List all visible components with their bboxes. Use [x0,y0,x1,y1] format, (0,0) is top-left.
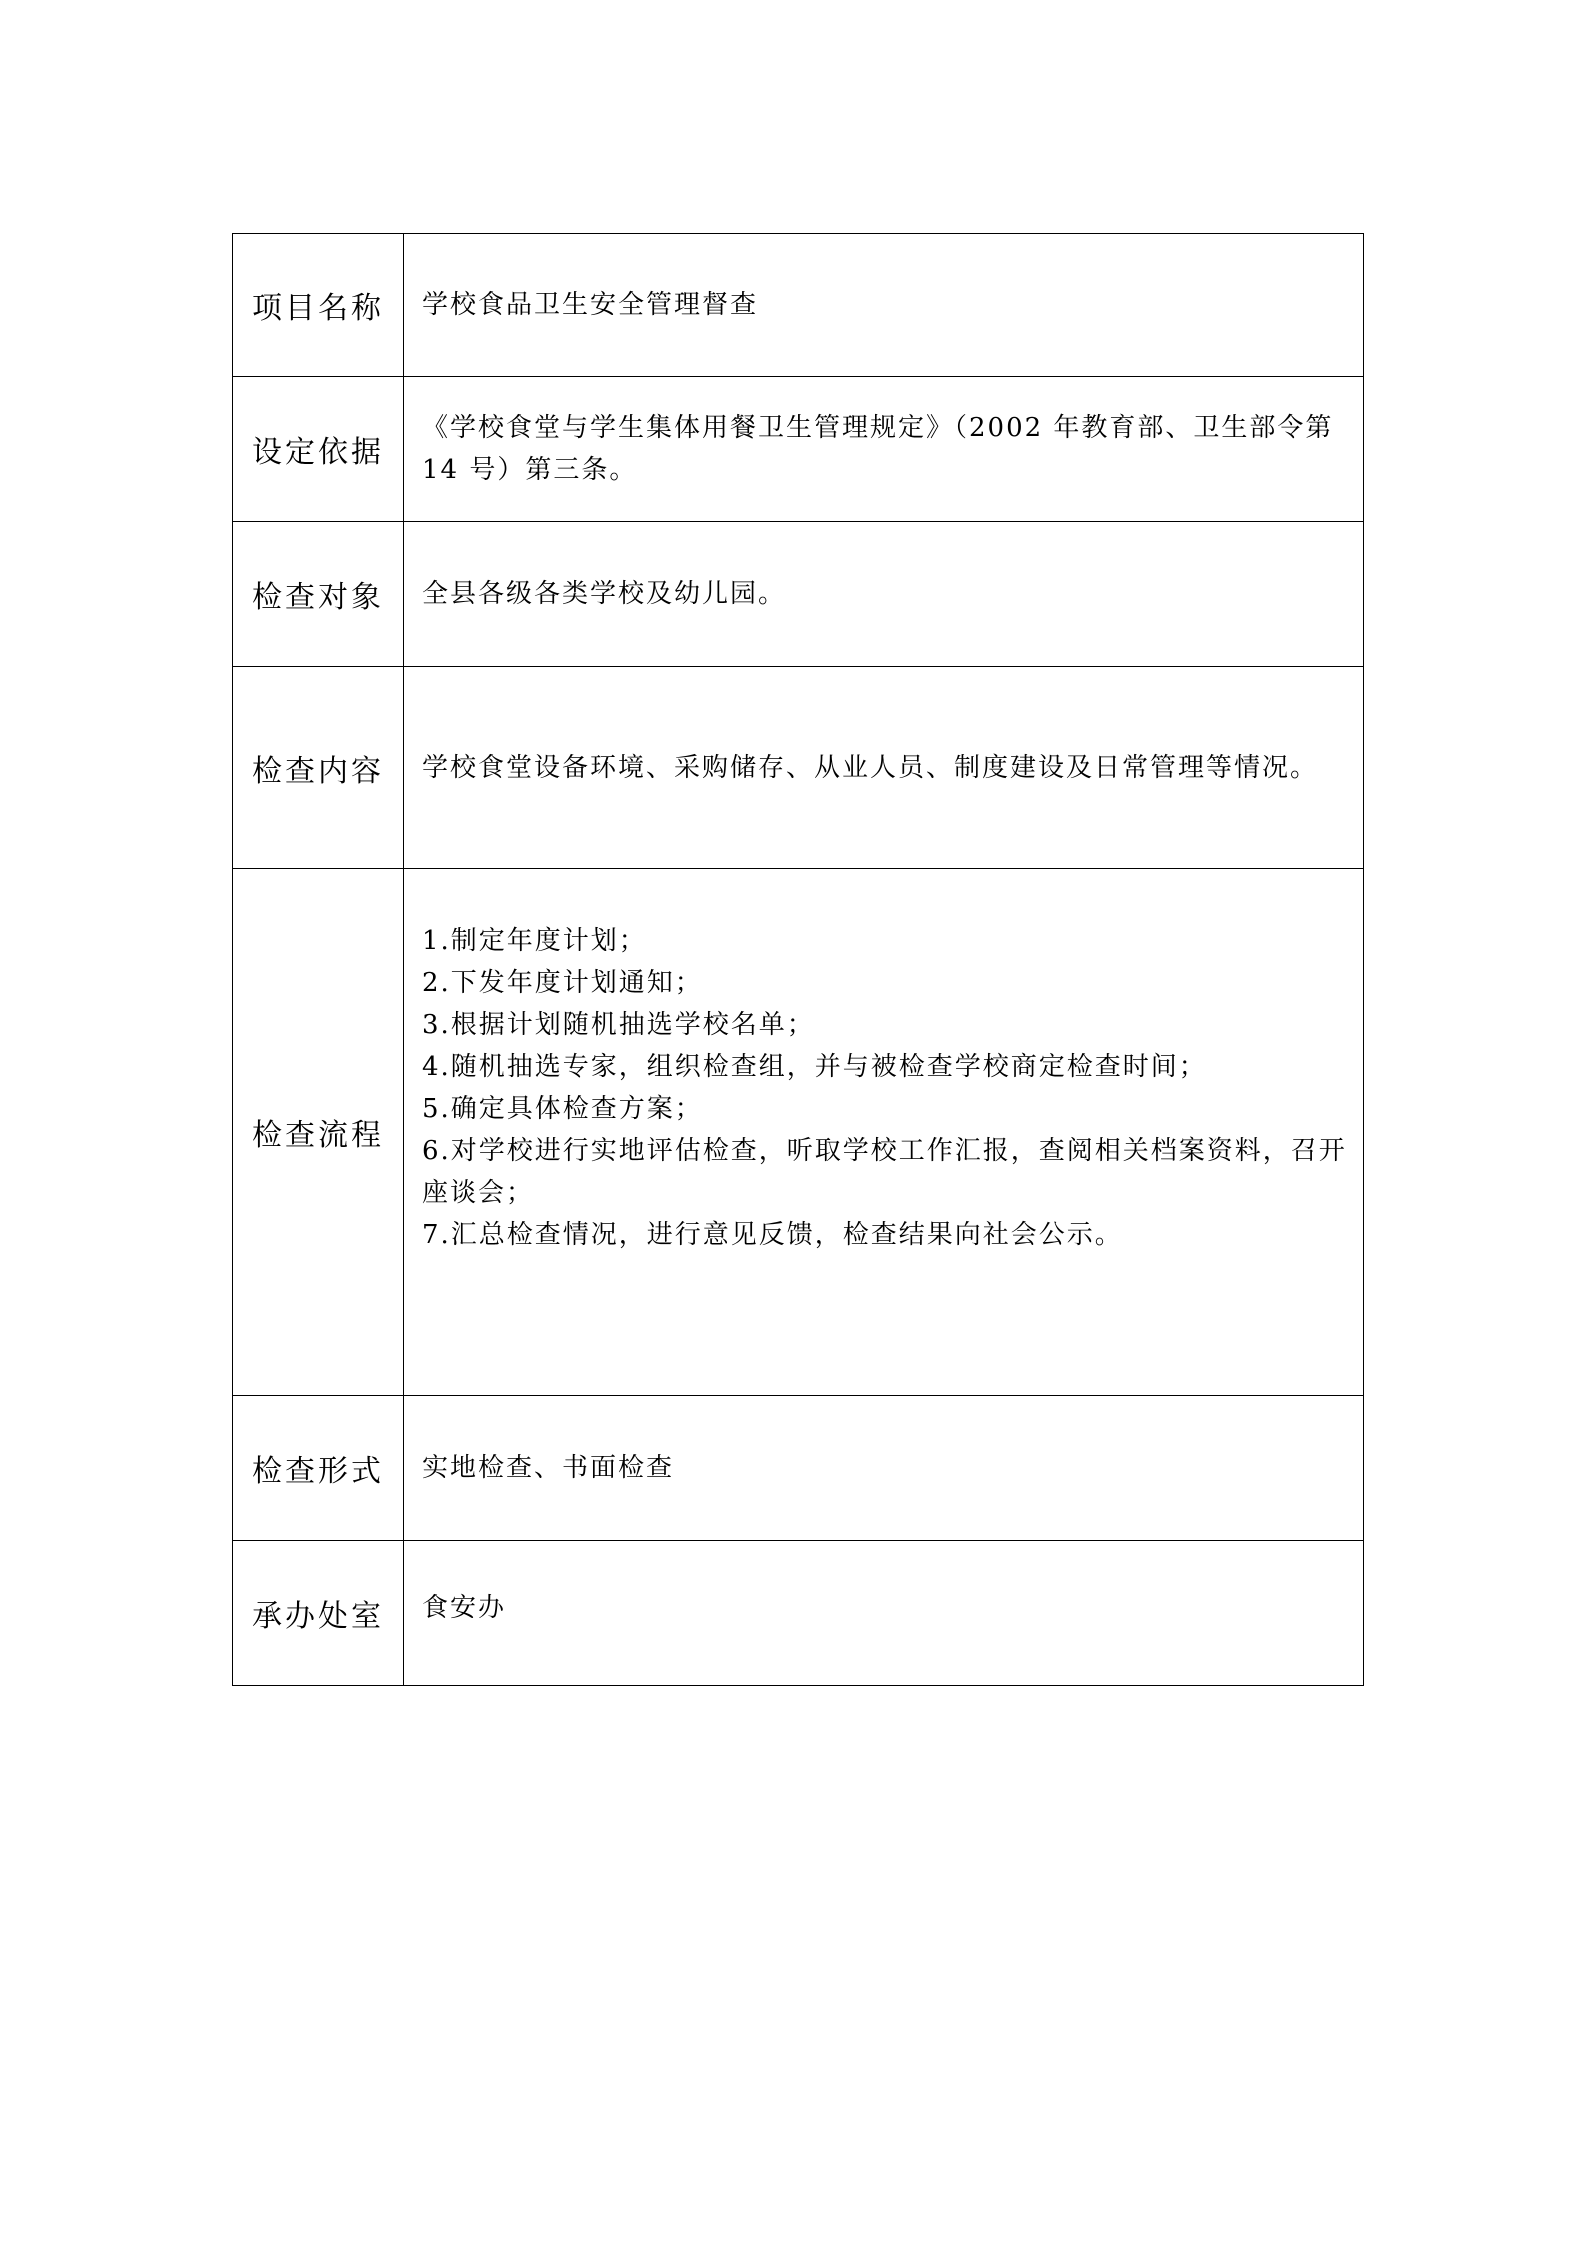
project-name-value: 学校食品卫生安全管理督查 [404,234,1364,377]
form-value: 实地检查、书面检查 [404,1396,1364,1541]
target-value: 全县各级各类学校及幼儿园。 [404,522,1364,667]
flow-step-list [422,920,1349,1256]
flow-step-7: 7.汇总检查情况，进行意见反馈，检查结果向社会公示。 [422,1220,1123,1250]
content-label: 检查内容 [233,667,404,869]
department-value [404,1541,1364,1686]
inspection-info-table [232,233,1364,1686]
basis-label: 设定依据 [233,377,404,522]
table-row-project-name [233,234,1364,377]
basis-value: 《学校食堂与学生集体用餐卫生管理规定》（2002 年教育部、卫生部令第 14 号）第三条。 [404,377,1364,522]
project-name-label: 项目名称 [233,234,404,377]
table-row-target [233,522,1364,667]
table-row-department [233,1541,1364,1686]
flow-label: 检查流程 [233,869,404,1396]
flow-value [404,869,1364,1396]
flow-step-2: 2.下发年度计划通知； [422,968,703,998]
flow-steps-container [422,920,1349,1256]
flow-step-1: 1.制定年度计划； [422,926,647,956]
department-label: 承办处室 [233,1541,404,1686]
target-label: 检查对象 [233,522,404,667]
flow-step-4: 4.随机抽选专家，组织检查组，并与被检查学校商定检查时间； [422,1052,1207,1082]
table-row-form [233,1396,1364,1541]
flow-step-3: 3.根据计划随机抽选学校名单； [422,1010,815,1040]
department-text: 食安办 [422,1593,507,1623]
content-value: 学校食堂设备环境、采购储存、从业人员、制度建设及日常管理等情况。 [404,667,1364,869]
table-row-flow [233,869,1364,1396]
flow-step-5: 5.确定具体检查方案； [422,1094,703,1124]
flow-step-6: 6.对学校进行实地评估检查，听取学校工作汇报，查阅相关档案资料，召开座谈会； [422,1136,1347,1208]
table-row-content [233,667,1364,869]
form-label: 检查形式 [233,1396,404,1541]
table-row-basis [233,377,1364,522]
